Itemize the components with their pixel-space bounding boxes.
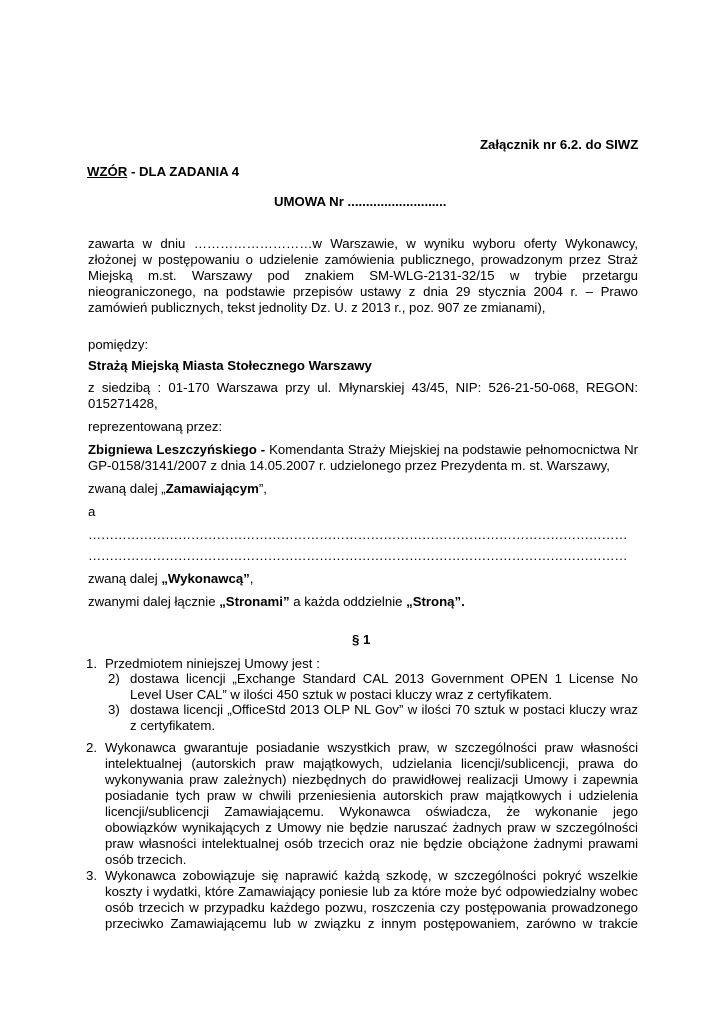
item-line: Wykonawca gwarantuje posiadanie wszystkich praw, w szczególności praw własności: [105, 740, 638, 755]
representative-role: Komendanta Straży Miejskiej na podstawie pełnomocnictwa Nr: [265, 442, 638, 457]
intro-line: nieograniczonego, na podstawie przepisów ustawy z dnia 29 stycznia 2004 r. – Prawo: [88, 284, 638, 299]
item-line: wykonywania praw zależnych) niezbędnych do prawidłowej realizacji Umowy i zapewnia: [105, 772, 638, 787]
definition-prefix: zwaną dalej „: [88, 481, 166, 496]
stronami-term: „Stronami”: [219, 594, 290, 609]
wykonawca-term: „Wykonawcą”: [161, 571, 250, 586]
representative-line: GP-0158/3141/2007 z dnia 14.05.2007 r. udzielonego przez Prezydenta m. st. Warszawy,: [88, 458, 610, 473]
definition-prefix: zwaną dalej: [88, 571, 162, 586]
address-line: 015271428,: [88, 396, 158, 411]
party-name-zamawiajacy: Strażą Miejską Miasta Stołecznego Warszawy: [88, 358, 372, 373]
representation-label: reprezentowaną przez:: [88, 419, 223, 434]
parties-prefix: zwanymi dalej łącznie: [88, 594, 220, 609]
representative-name: Zbigniewa Leszczyńskiego -: [88, 442, 266, 457]
contractor-blank-line: ………………………………………………………………………………………………………………: [88, 548, 628, 563]
address-line: z siedzibą : 01-170 Warszawa przy ul. Młynarskiej 43/45, NIP: 526-21-50-068, REGON:: [88, 380, 638, 395]
wzor-label: WZÓR: [87, 164, 128, 179]
subitem-number: 3): [108, 702, 120, 717]
subitem-line: dostawa licencji „OfficeStd 2013 OLP NL Gov” w ilości 70 sztuk w postaci kluczy wraz: [130, 702, 638, 717]
item-number: 2.: [86, 740, 97, 755]
strona-term: „Stroną”.: [406, 594, 465, 609]
intro-line: zamówień publicznych, tekst jednolity Dz. U. z 2013 r., poz. 907 ze zmianami),: [88, 300, 546, 315]
parties-definition: [88, 594, 465, 610]
pomiedzy-label: pomiędzy:: [88, 337, 149, 352]
section-title: § 1: [352, 632, 371, 647]
subitem-line: Level User CAL” w ilości 450 sztuk w postaci kluczy wraz z certyfikatem.: [130, 687, 553, 702]
template-heading: [87, 164, 239, 180]
subitem-line: z certyfikatem.: [130, 718, 216, 733]
representative-line: [88, 442, 638, 458]
parties-middle: a każda oddzielnie: [289, 594, 407, 609]
wzor-task: - DLA ZADANIA 4: [127, 164, 240, 179]
intro-line: złożonej w postępowaniu o udzielenie zamówienia publicznego, prowadzonym przez Straż: [88, 252, 638, 267]
item-line: koszty i wydatki, które Zamawiający poniesie lub za które może być odpowiedzialny wobec: [105, 884, 638, 899]
conjunction-a: a: [88, 504, 96, 519]
intro-line: zawarta w dniu ………………………w Warszawie, w wyniku wyboru oferty Wykonawcy,: [88, 236, 638, 251]
item-line: Wykonawca zobowiązuje się naprawić każdą szkodę, w szczególności pokryć wszelkie: [105, 868, 638, 883]
item-line: osób trzecich w przypadku każdego pozwu, roszczenia czy postępowania prowadzonego: [105, 900, 638, 915]
zamawiajacy-definition: [88, 481, 267, 497]
contract-number-title: UMOWA Nr ...........................: [274, 194, 447, 209]
intro-line: Miejską m.st. Warszawy pod znakiem SM-WLG-2131-32/15 w trybie przetargu: [88, 268, 638, 283]
item-number: 3.: [86, 868, 97, 883]
definition-suffix: ,: [249, 571, 254, 586]
subitem-number: 2): [108, 671, 120, 686]
item-line: osób trzecich.: [105, 852, 187, 867]
definition-suffix: ”,: [258, 481, 267, 496]
item-line: intelektualnej (autorskich praw majątkowych, udzielania licencji/sublicencji, prawa do: [105, 756, 638, 771]
item-line: posiadanie tych praw w chwili przeniesienia autorskich praw majątkowych i udzielenia: [105, 788, 638, 803]
item-number: 1.: [86, 656, 97, 671]
item-text: Przedmiotem niniejszej Umowy jest :: [105, 656, 320, 671]
zamawiajacy-term: Zamawiającym: [165, 481, 259, 496]
item-line: obowiązków wynikających z Umowy nie będzie naruszać żadnych praw w szczególności: [105, 820, 638, 835]
item-line: przeciwko Zamawiającemu lub w związku z innym postępowaniem, zarówno w trakcie: [105, 916, 638, 931]
wykonawca-definition: [88, 571, 253, 587]
contractor-blank-line: ………………………………………………………………………………………………………………: [88, 527, 628, 542]
item-line: licencji/sublicencji Zamawiającemu. Wykonawca oświadcza, że wykonanie jego: [105, 804, 638, 819]
attachment-label: Załącznik nr 6.2. do SIWZ: [480, 137, 639, 152]
item-line: praw własności intelektualnej osób trzecich oraz nie będzie obciążone żadnymi prawami: [105, 836, 638, 851]
subitem-line: dostawa licencji „Exchange Standard CAL 2013 Government OPEN 1 License No: [130, 671, 638, 686]
